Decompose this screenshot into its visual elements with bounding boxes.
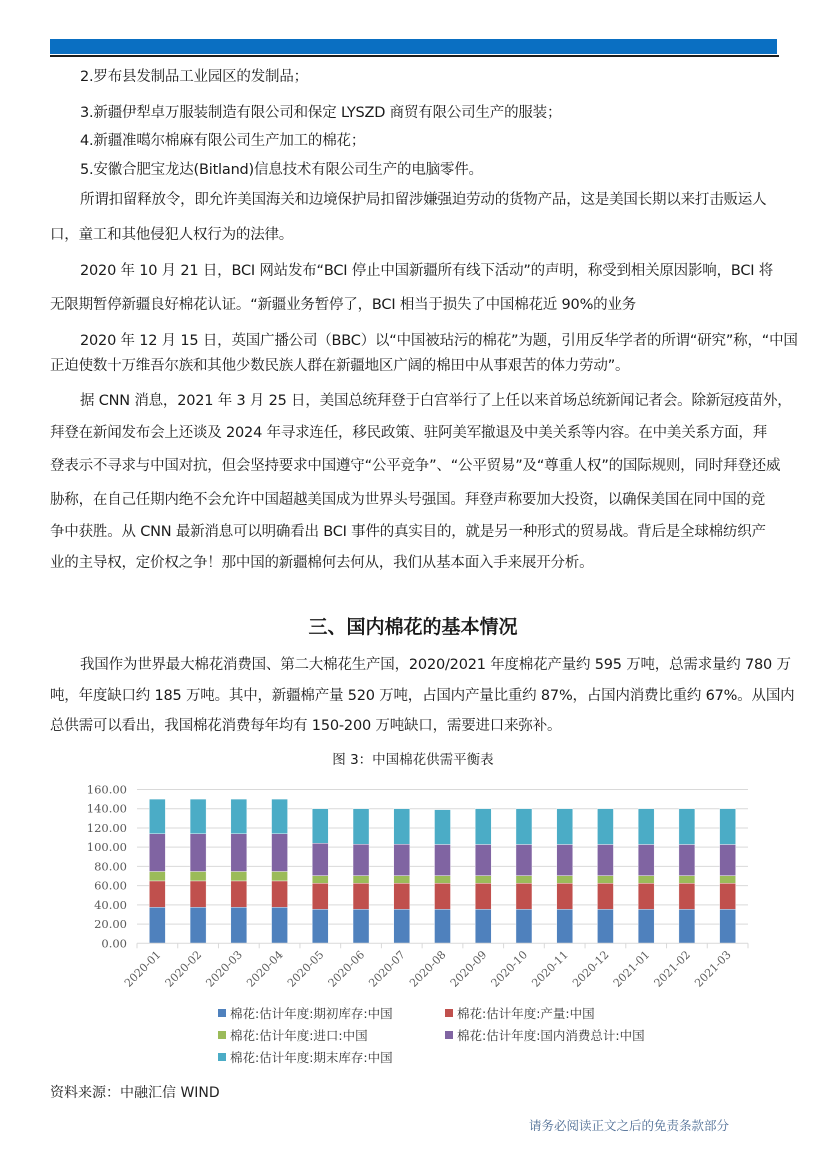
bar-segment bbox=[720, 909, 736, 943]
legend-swatch bbox=[218, 1009, 226, 1017]
bar-segment bbox=[516, 844, 532, 875]
bar-segment bbox=[312, 883, 328, 909]
x-tick-label: 2020-06 bbox=[325, 948, 368, 990]
legend-label: 棉花:估计年度:期末库存:中国 bbox=[230, 1050, 393, 1065]
legend-swatch bbox=[445, 1031, 453, 1039]
list-item: 4.新疆准噶尔棉麻有限公司生产加工的棉花； bbox=[80, 133, 366, 149]
bar-segment bbox=[638, 909, 654, 943]
bar-segment bbox=[597, 909, 613, 943]
bar-segment bbox=[149, 871, 165, 880]
paragraph-line: 正迫使数十万维吾尔族和其他少数民族人群在新疆地区广阔的棉田中从事艰苦的体力劳动”。 bbox=[50, 358, 630, 374]
bar-segment bbox=[475, 883, 491, 909]
bar-segment bbox=[557, 876, 573, 884]
bar-segment bbox=[394, 809, 410, 844]
x-tick-label: 2020-05 bbox=[284, 948, 327, 990]
bar-segment bbox=[272, 907, 288, 943]
bar-segment bbox=[475, 809, 491, 845]
bar-segment bbox=[190, 799, 206, 834]
bar-segment bbox=[557, 809, 573, 845]
bar-segment bbox=[475, 844, 491, 875]
legend-item bbox=[218, 1004, 393, 1022]
paragraph-line: 争中获胜。从 CNN 最新消息可以明确看出 BCI 事件的真实目的，就是另一种形式的贸易战。背后是全球棉纺织产 bbox=[50, 524, 766, 540]
bar-segment bbox=[475, 876, 491, 884]
legend-item bbox=[218, 1026, 368, 1044]
bar-segment bbox=[231, 881, 247, 907]
paragraph-line: 口，童工和其他侵犯人权行为的法律。 bbox=[50, 227, 294, 243]
bar-segment bbox=[638, 876, 654, 884]
paragraph-line: 拜登在新闻发布会上还谈及 2024 年寻求连任，移民政策、驻阿美军撤退及中美关系等内容。在中美关系方面，拜 bbox=[50, 425, 768, 441]
bar-segment bbox=[353, 909, 369, 943]
chart-y-axis bbox=[87, 783, 127, 951]
paragraph-line: 所谓扣留释放令，即允许美国海关和边境保护局扣留涉嫌强迫劳动的货物产品，这是美国长期以来打击贩运人 bbox=[80, 192, 767, 208]
bar-segment bbox=[231, 799, 247, 834]
paragraph-line: 总供需可以看出，我国棉花消费每年均有 150-200 万吨缺口，需要进口来弥补。 bbox=[50, 718, 562, 734]
bar-segment bbox=[516, 809, 532, 845]
legend-swatch bbox=[445, 1009, 453, 1017]
paragraph-line: 据 CNN 消息，2021 年 3 月 25 日，美国总统拜登于白宫举行了上任以来首场总统新闻记者会。除新冠疫苗外， bbox=[80, 393, 792, 409]
bar-segment bbox=[190, 834, 206, 872]
bar-segment bbox=[353, 876, 369, 884]
bar-segment bbox=[231, 907, 247, 943]
bar-segment bbox=[272, 881, 288, 907]
bar-segment bbox=[679, 909, 695, 943]
paragraph-line: 我国作为世界最大棉花消费国、第二大棉花生产国，2020/2021 年度棉花产量约 595 万吨，总需求量约 780 万 bbox=[80, 657, 791, 673]
bar-segment bbox=[149, 799, 165, 834]
bar-segment bbox=[312, 909, 328, 943]
x-tick-label: 2020-09 bbox=[447, 948, 490, 990]
y-tick-label: 40.00 bbox=[94, 897, 127, 912]
x-tick-label: 2021-02 bbox=[651, 948, 694, 990]
bar-segment bbox=[190, 907, 206, 943]
bar-segment bbox=[516, 876, 532, 884]
bar-segment bbox=[272, 834, 288, 872]
x-tick-label: 2020-12 bbox=[570, 948, 612, 990]
legend-swatch bbox=[218, 1053, 226, 1061]
bar-segment bbox=[435, 876, 451, 884]
chart-x-axis bbox=[122, 943, 748, 989]
bar-segment bbox=[597, 809, 613, 845]
x-tick-label: 2020-02 bbox=[162, 948, 205, 990]
section-heading: 三、国内棉花的基本情况 bbox=[308, 616, 518, 638]
bar-segment bbox=[720, 883, 736, 909]
bar-segment bbox=[149, 907, 165, 943]
bar-segment bbox=[720, 876, 736, 884]
list-item: 3.新疆伊犁卓万服装制造有限公司和保定 LYSZD 商贸有限公司生产的服装； bbox=[80, 105, 562, 121]
data-source: 资料来源：中融汇信 WIND bbox=[50, 1085, 220, 1101]
bar-segment bbox=[231, 834, 247, 872]
x-tick-label: 2020-11 bbox=[529, 948, 571, 990]
bar-segment bbox=[638, 809, 654, 845]
bar-segment bbox=[435, 844, 451, 875]
x-tick-label: 2020-08 bbox=[407, 948, 449, 990]
stacked-bar-chart bbox=[0, 770, 826, 1070]
bar-segment bbox=[149, 881, 165, 907]
bar-segment bbox=[597, 844, 613, 875]
bar-segment bbox=[190, 871, 206, 880]
bar-segment bbox=[557, 883, 573, 909]
bar-segment bbox=[394, 909, 410, 943]
bar-segment bbox=[638, 883, 654, 909]
legend-label: 棉花:估计年度:国内消费总计:中国 bbox=[457, 1028, 645, 1043]
x-tick-label: 2020-10 bbox=[488, 948, 531, 990]
paragraph-line: 2020 年 10 月 21 日，BCI 网站发布“BCI 停止中国新疆所有线下活动”的声明，称受到相关原因影响，BCI 将 bbox=[80, 263, 774, 279]
paragraph-line: 无限期暂停新疆良好棉花认证。“新疆业务暂停了，BCI 相当于损失了中国棉花近 90%的业务 bbox=[50, 297, 637, 313]
bar-segment bbox=[557, 909, 573, 943]
bar-segment bbox=[312, 809, 328, 844]
bar-segment bbox=[312, 876, 328, 884]
bar-segment bbox=[435, 909, 451, 943]
bar-segment bbox=[597, 876, 613, 884]
chart-bars bbox=[149, 799, 735, 943]
legend-label: 棉花:估计年度:期初库存:中国 bbox=[230, 1006, 393, 1021]
disclaimer-footer: 请务必阅读正文之后的免责条款部分 bbox=[529, 1118, 730, 1133]
list-item: 5.安徽合肥宝龙达(Bitland)信息技术有限公司生产的电脑零件。 bbox=[80, 162, 483, 178]
y-tick-label: 80.00 bbox=[94, 859, 127, 874]
legend-item bbox=[445, 1026, 645, 1044]
bar-segment bbox=[394, 844, 410, 875]
paragraph-line: 登表示不寻求与中国对抗，但会坚持要求中国遵守“公平竞争”、“公平贸易”及“尊重人权”的国际规则，同时拜登还威 bbox=[50, 458, 781, 474]
bar-segment bbox=[557, 844, 573, 875]
bar-segment bbox=[231, 871, 247, 880]
paragraph-line: 2020 年 12 月 15 日，英国广播公司（BBC）以“中国被玷污的棉花”为题，引用反华学者的所谓“研究”称，“中国 bbox=[80, 333, 798, 349]
x-tick-label: 2021-03 bbox=[692, 948, 734, 990]
x-tick-label: 2020-07 bbox=[366, 948, 408, 990]
y-tick-label: 160.00 bbox=[86, 782, 127, 797]
bar-segment bbox=[679, 844, 695, 875]
y-tick-label: 120.00 bbox=[86, 820, 127, 835]
bar-segment bbox=[720, 844, 736, 875]
legend-item bbox=[218, 1048, 393, 1066]
bar-segment bbox=[679, 809, 695, 845]
paragraph-line: 业的主导权，定价权之争！那中国的新疆棉何去何从，我们从基本面入手来展开分析。 bbox=[50, 555, 594, 571]
bar-segment bbox=[353, 883, 369, 909]
x-tick-label: 2021-01 bbox=[610, 948, 653, 990]
bar-segment bbox=[394, 876, 410, 884]
paragraph-line: 胁称，在自己任期内绝不会允许中国超越美国成为世界头号强国。拜登声称要加大投资，以确保美国在同中国的竞 bbox=[50, 492, 765, 508]
x-tick-label: 2020-03 bbox=[203, 948, 245, 990]
y-tick-label: 60.00 bbox=[94, 878, 127, 893]
header-bar bbox=[50, 39, 777, 54]
bar-segment bbox=[638, 844, 654, 875]
bar-segment bbox=[149, 834, 165, 872]
x-tick-label: 2020-01 bbox=[121, 948, 164, 990]
paragraph-line: 吨，年度缺口约 185 万吨。其中，新疆棉产量 520 万吨，占国内产量比重约 87%，占国内消费比重约 67%。从国内 bbox=[50, 688, 795, 704]
bar-segment bbox=[475, 909, 491, 943]
y-tick-label: 100.00 bbox=[86, 840, 127, 855]
figure-caption: 图 3：中国棉花供需平衡表 bbox=[332, 752, 494, 768]
list-item: 2.罗布县发制品工业园区的发制品； bbox=[80, 69, 308, 85]
bar-segment bbox=[720, 809, 736, 845]
bar-segment bbox=[312, 843, 328, 875]
bar-segment bbox=[516, 909, 532, 943]
bar-segment bbox=[272, 799, 288, 834]
legend-swatch bbox=[218, 1031, 226, 1039]
x-tick-label: 2020-04 bbox=[244, 948, 286, 990]
bar-segment bbox=[394, 883, 410, 909]
bar-segment bbox=[353, 844, 369, 875]
y-tick-label: 20.00 bbox=[94, 917, 127, 932]
legend-item bbox=[445, 1004, 595, 1022]
bar-segment bbox=[353, 809, 369, 844]
bar-segment bbox=[597, 883, 613, 909]
legend-label: 棉花:估计年度:进口:中国 bbox=[230, 1028, 368, 1043]
bar-segment bbox=[516, 883, 532, 909]
bar-segment bbox=[435, 883, 451, 909]
legend-label: 棉花:估计年度:产量:中国 bbox=[457, 1006, 595, 1021]
bar-segment bbox=[435, 810, 451, 845]
bar-segment bbox=[679, 883, 695, 909]
bar-segment bbox=[679, 876, 695, 884]
bar-segment bbox=[190, 881, 206, 907]
header-rule bbox=[50, 55, 779, 57]
y-tick-label: 140.00 bbox=[86, 801, 127, 816]
y-tick-label: 0.00 bbox=[101, 936, 127, 951]
bar-segment bbox=[272, 871, 288, 880]
